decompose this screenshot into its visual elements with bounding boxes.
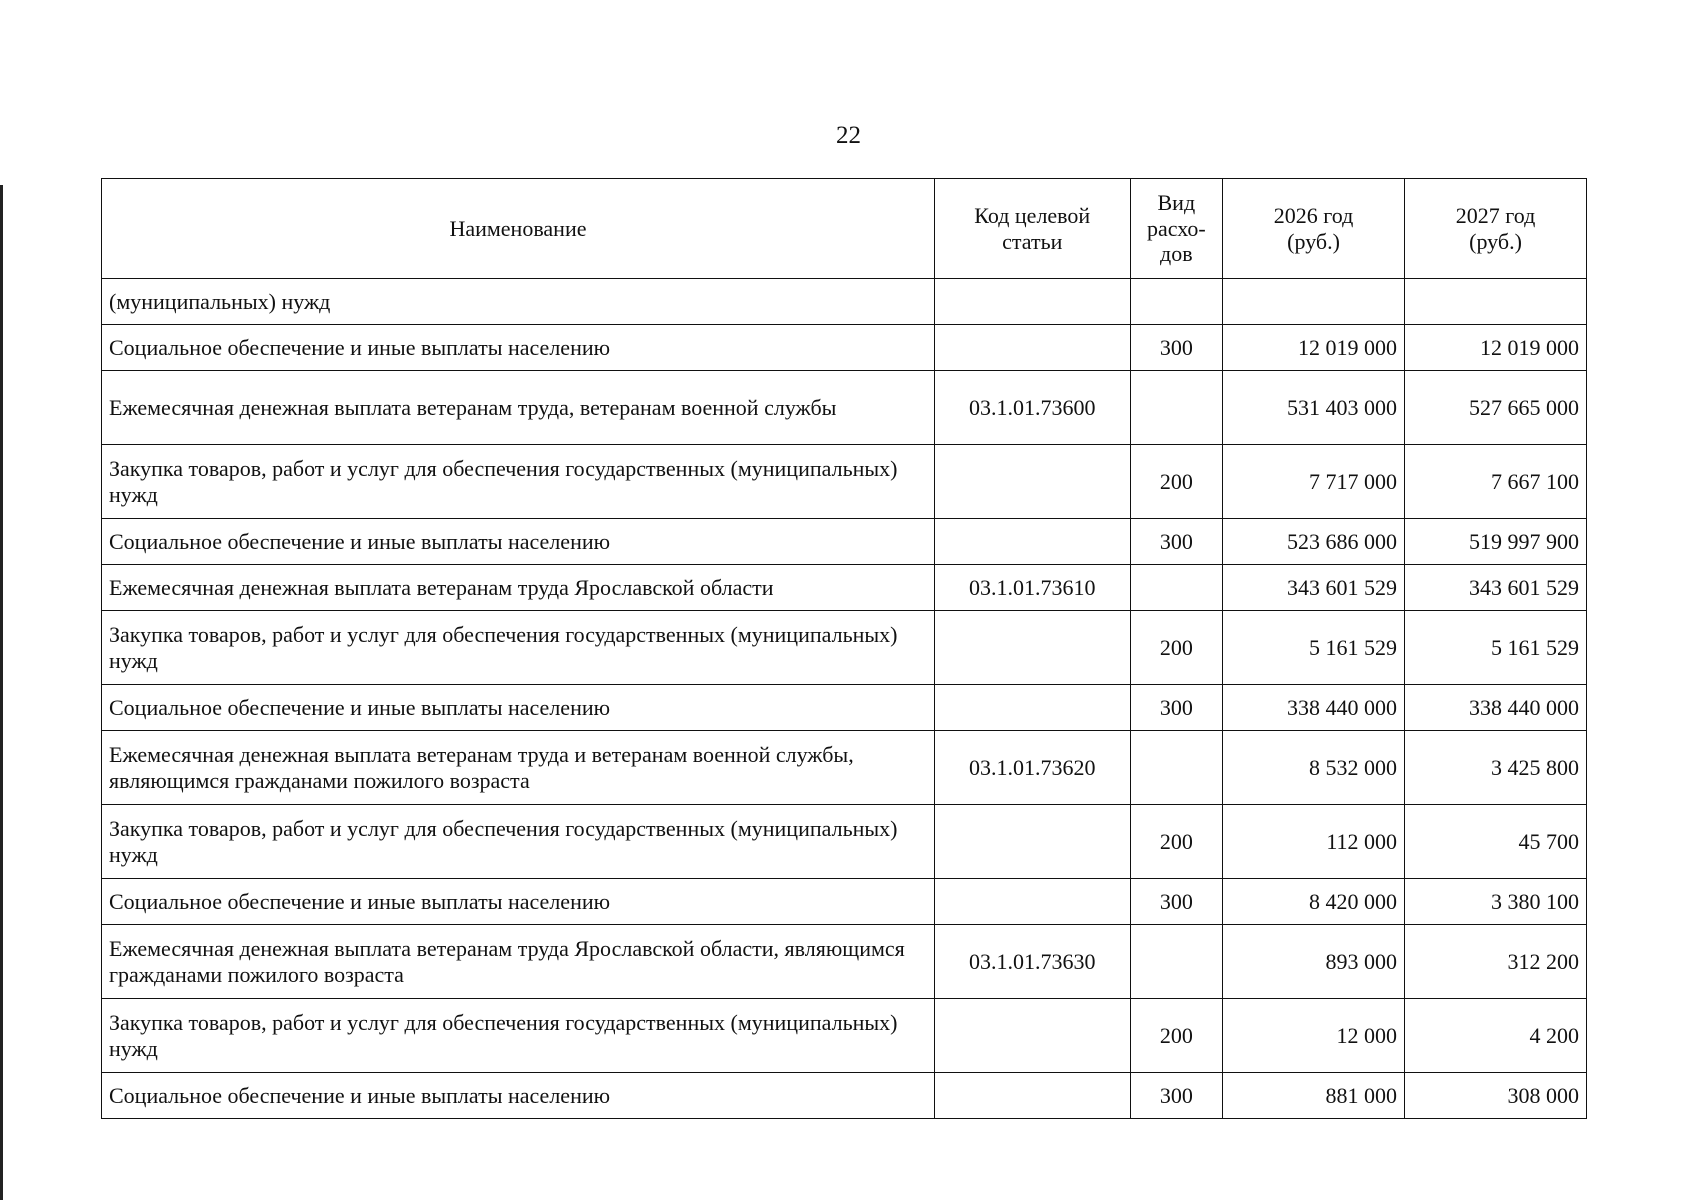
cell-name: Ежемесячная денежная выплата ветеранам труда и ветеранам военной службы, являющимся гражданами пожилого возраста [102,731,935,805]
cell-name: Ежемесячная денежная выплата ветеранам труда, ветеранам военной службы [102,371,935,445]
cell-name: Закупка товаров, работ и услуг для обеспечения государственных (муниципальных) нужд [102,999,935,1073]
cell-name: Социальное обеспечение и иные выплаты населению [102,519,935,565]
cell-2026: 523 686 000 [1223,519,1405,565]
table-row [102,925,1587,999]
table-row [102,731,1587,805]
cell-kind [1130,925,1223,999]
scan-edge-line [0,185,3,1200]
cell-2026 [1223,279,1405,325]
cell-name: Социальное обеспечение и иные выплаты населению [102,879,935,925]
cell-kind: 200 [1130,805,1223,879]
cell-kind [1130,279,1223,325]
cell-name: Ежемесячная денежная выплата ветеранам труда Ярославской области [102,565,935,611]
cell-2027: 12 019 000 [1405,325,1587,371]
cell-2026: 893 000 [1223,925,1405,999]
cell-2027: 308 000 [1405,1073,1587,1119]
cell-code [934,1073,1130,1119]
cell-name: Социальное обеспечение и иные выплаты населению [102,1073,935,1119]
table-row [102,1073,1587,1119]
header-year-2027: 2027 год (руб.) [1405,179,1587,279]
cell-name: Закупка товаров, работ и услуг для обеспечения государственных (муниципальных) нужд [102,611,935,685]
cell-name: Закупка товаров, работ и услуг для обеспечения государственных (муниципальных) нужд [102,805,935,879]
table-row [102,445,1587,519]
cell-2027: 519 997 900 [1405,519,1587,565]
cell-2027 [1405,279,1587,325]
cell-2027: 338 440 000 [1405,685,1587,731]
cell-2027: 45 700 [1405,805,1587,879]
table-row [102,685,1587,731]
cell-2026: 531 403 000 [1223,371,1405,445]
cell-code [934,519,1130,565]
cell-code: 03.1.01.73630 [934,925,1130,999]
cell-name: Закупка товаров, работ и услуг для обеспечения государственных (муниципальных) нужд [102,445,935,519]
cell-kind: 300 [1130,325,1223,371]
cell-2027: 343 601 529 [1405,565,1587,611]
cell-2027: 7 667 100 [1405,445,1587,519]
cell-2027: 312 200 [1405,925,1587,999]
cell-code [934,999,1130,1073]
table-row [102,325,1587,371]
cell-kind: 300 [1130,519,1223,565]
cell-name: Ежемесячная денежная выплата ветеранам труда Ярославской области, являющимся гражданами пожилого возраста [102,925,935,999]
cell-code [934,805,1130,879]
cell-kind [1130,731,1223,805]
cell-kind: 300 [1130,685,1223,731]
cell-2026: 881 000 [1223,1073,1405,1119]
cell-code [934,325,1130,371]
table-row [102,805,1587,879]
table-row [102,999,1587,1073]
table-row [102,519,1587,565]
cell-2026: 5 161 529 [1223,611,1405,685]
table-row [102,611,1587,685]
cell-name: (муниципальных) нужд [102,279,935,325]
cell-2026: 338 440 000 [1223,685,1405,731]
budget-table [101,178,1587,1119]
cell-2027: 5 161 529 [1405,611,1587,685]
header-name: Наименование [102,179,935,279]
cell-2027: 4 200 [1405,999,1587,1073]
cell-code: 03.1.01.73620 [934,731,1130,805]
cell-kind: 200 [1130,611,1223,685]
cell-kind: 300 [1130,879,1223,925]
cell-2026: 12 000 [1223,999,1405,1073]
cell-2026: 8 420 000 [1223,879,1405,925]
cell-code [934,279,1130,325]
cell-code [934,879,1130,925]
table-header-row [102,179,1587,279]
table-row [102,879,1587,925]
header-year-2026: 2026 год (руб.) [1223,179,1405,279]
cell-code: 03.1.01.73610 [934,565,1130,611]
cell-code [934,445,1130,519]
page-number: 22 [836,122,861,149]
cell-code [934,685,1130,731]
table-row [102,279,1587,325]
cell-name: Социальное обеспечение и иные выплаты населению [102,325,935,371]
cell-2026: 7 717 000 [1223,445,1405,519]
cell-2027: 3 380 100 [1405,879,1587,925]
cell-kind: 200 [1130,999,1223,1073]
cell-2026: 8 532 000 [1223,731,1405,805]
table-row [102,565,1587,611]
cell-kind: 300 [1130,1073,1223,1119]
cell-code: 03.1.01.73600 [934,371,1130,445]
cell-2027: 3 425 800 [1405,731,1587,805]
cell-kind: 200 [1130,445,1223,519]
cell-2026: 343 601 529 [1223,565,1405,611]
cell-code [934,611,1130,685]
cell-kind [1130,371,1223,445]
table-row [102,371,1587,445]
cell-name: Социальное обеспечение и иные выплаты населению [102,685,935,731]
cell-2026: 112 000 [1223,805,1405,879]
header-code: Код целевой статьи [934,179,1130,279]
cell-2026: 12 019 000 [1223,325,1405,371]
cell-kind [1130,565,1223,611]
cell-2027: 527 665 000 [1405,371,1587,445]
header-kind: Вид расхо- дов [1130,179,1223,279]
